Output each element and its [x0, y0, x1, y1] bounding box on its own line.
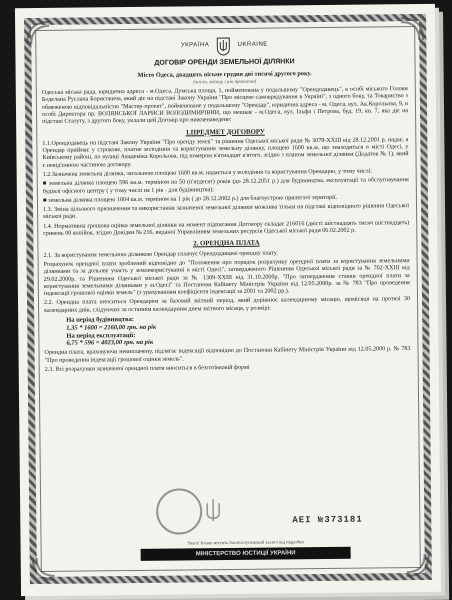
- document-sheet: [15, 4, 441, 596]
- country-en: UKRAINE: [237, 41, 268, 49]
- place-date: Місто Одеса, двадцять вісьме грудня дві тисячі другого року.: [137, 70, 312, 80]
- build-period-formula: 1,35 * 1600 = 2160,00 грн. на рік: [66, 323, 157, 332]
- section-2-paragraph: Розрахунок орендної плати зроблений відповідно до "Положення про порядок розрахунку орендної плати за користування земельними ділянками та за дольову участь у землекористуванні в місті Одесі", затвердженого Рішенням Одеської міської ради за № 702-XXIII від 29.02.2000р. та Рішенням Одеської міської ради за № 1309-XXIII від 31.10.2000р. "Про затвердження ставки орендної плати за користування земельними ділянками у м.Одесі" та Постанови Кабінету Міністрів України від 12.05.2000р. за № 783 "Про проведення індексації грошової оцінки земель" (з урахуванням коефіцієнта індексації за 2001 та 2002 рр.).: [43, 257, 410, 298]
- round-stamp-icon: [156, 488, 202, 534]
- serial-number: АЕІ №373181: [292, 514, 363, 526]
- protection-note: Увага! Бланк містить багатоступеневий захист від підробки: [187, 539, 304, 546]
- section-1-bullet: ■ земельна ділянка площею 1004 кв.м. терміном на 1 рік ( до 28.12.2002 р.) для благоустрою прилеглої території.: [42, 194, 338, 204]
- exploit-period-label: На період експлуатації:: [66, 331, 136, 340]
- section-1-paragraph: 1.3. Зміна цільового призначення та використання зазначеної земельної ділянки можлива тільки на підставі відповідного рішення Одеської міської ради.: [43, 203, 410, 221]
- date-note: (число, місяць і рік прописом): [193, 79, 257, 86]
- section-1-title: 1.ПРЕДМЕТ ДОГОВОРУ: [185, 128, 265, 136]
- build-period-label: На період будівництва:: [66, 316, 135, 324]
- section-2-paragraph: 2.1. За користування земельною ділянкою Орендар сплачує Орендодавцеві орендну плату.: [43, 250, 278, 259]
- page-title: ДОГОВІР ОРЕНДИ ЗЕМЕЛЬНОЇ ДІЛЯНКИ: [154, 58, 295, 67]
- section-2-title: 2. ОРЕНДНА ПЛАТА: [193, 240, 260, 248]
- section-1-paragraph: 1.4. Нормативна грошова оцінка земельної ділянки на момент підписання Договору складає 216016 (двісті шістнадцять тисяч шістнадцять) гривень 00 копійок, згідно Довідки № 216, виданої Управлінням земельних ресурсів Одеської міської ради 06.02.2002 р.: [43, 219, 410, 238]
- section-2-paragraph: 2.2. Орендна плата вноситься Орендарем за базовий звітний період, який дорівнює календарному місяцю, щомісяця на протязі 30 календарних днів, слідуючих за останнім календарним днем звітного місяця, у розмірі:: [43, 296, 411, 314]
- exploit-period-formula: 6,75 * 596 = 4023,00 грн. на рік: [66, 339, 154, 348]
- section-2-paragraph: 2.3. Всі розрахунки зазначеної орендної плати вноситься в безготівковій формі: [44, 364, 250, 373]
- section-2-paragraph: Орендна плата, враховуючи невиплачену, підлягає індексації відповідно до Постанови Кабінету Міністрів України від 12.05.2000 р. № 783 "Про проведення індексації грошової оцінки земель".: [44, 346, 411, 364]
- document-body: [41, 34, 412, 558]
- trident-emblem-icon: [215, 36, 231, 56]
- document-header: [41, 34, 408, 88]
- intro-paragraph: Одеська міська рада, юридична адреса - м.Одеса, Думська площа, 1, пойменована у подальшому "Орендодавець", в особі міського Голови Боделана Руслана Борисовича, який діє на підставі Закону України "Про місцеве самоврядування в Україні", з одного боку, та Товариство з обмеженою відповідальністю "Мастер-проект", пойменоване у подальшому "Орендар", юридична адреса - м. Одеса, вул. Ак.Корольова, 9, в особі Директора пр. ВОЛЯНСЬКОЇ ЛАРИСИ ВОЛОДИМИРІВНИ, що мешкає - м.Одеса, вул. Ільфа і Петрова, буд. 19, кв. 7, яка діє на підставі Статуту, з другого боку, уклали цей Договір про нижченаведене:: [41, 86, 409, 126]
- ministry-strip: МІНІСТЕРСТВО ЮСТИЦІЇ УКРАЇНИ: [141, 547, 351, 561]
- country-line: [41, 34, 407, 58]
- section-1-paragraph: 1.2.Зазначена земельна ділянка, загальною площею 1600 кв.м. надається у володіння та користування Орендарю, у тому числі:: [42, 168, 373, 178]
- country-ua: УКРАЇНА: [180, 42, 210, 49]
- section-1-paragraph: 1.1.Орендодавець на підставі Закону України "Про оренду землі" та рішення Одеської міської ради № 3078-XXIII від 28.12.2001 р. надає, а Орендар приймає у строкове, платне володіння та користування земельну ділянку, площею 1600 кв.м, що знаходиться в місті Одесі, у Київському районі, по вулиці Академіка Корольова, під номером в'ятнадцят в'ятого, згідно з планом земельної ділянки (Додаток № 1), який є невід'ємною частиною договору.: [42, 136, 409, 169]
- corner-ornament-icon: [31, 556, 57, 582]
- corner-ornament-icon: [405, 552, 431, 578]
- section-1-bullet: ■ земельна ділянка площею 596 кв.м. терміном на 50 (п'ятдесят) років (до 28.12.2051 р.) для будівництва, експлуатації та обслуговування будівлі офісного центру ( у тому числі на 1 рік - для будівництва);: [42, 177, 409, 195]
- trident-watermark-icon: [200, 496, 226, 526]
